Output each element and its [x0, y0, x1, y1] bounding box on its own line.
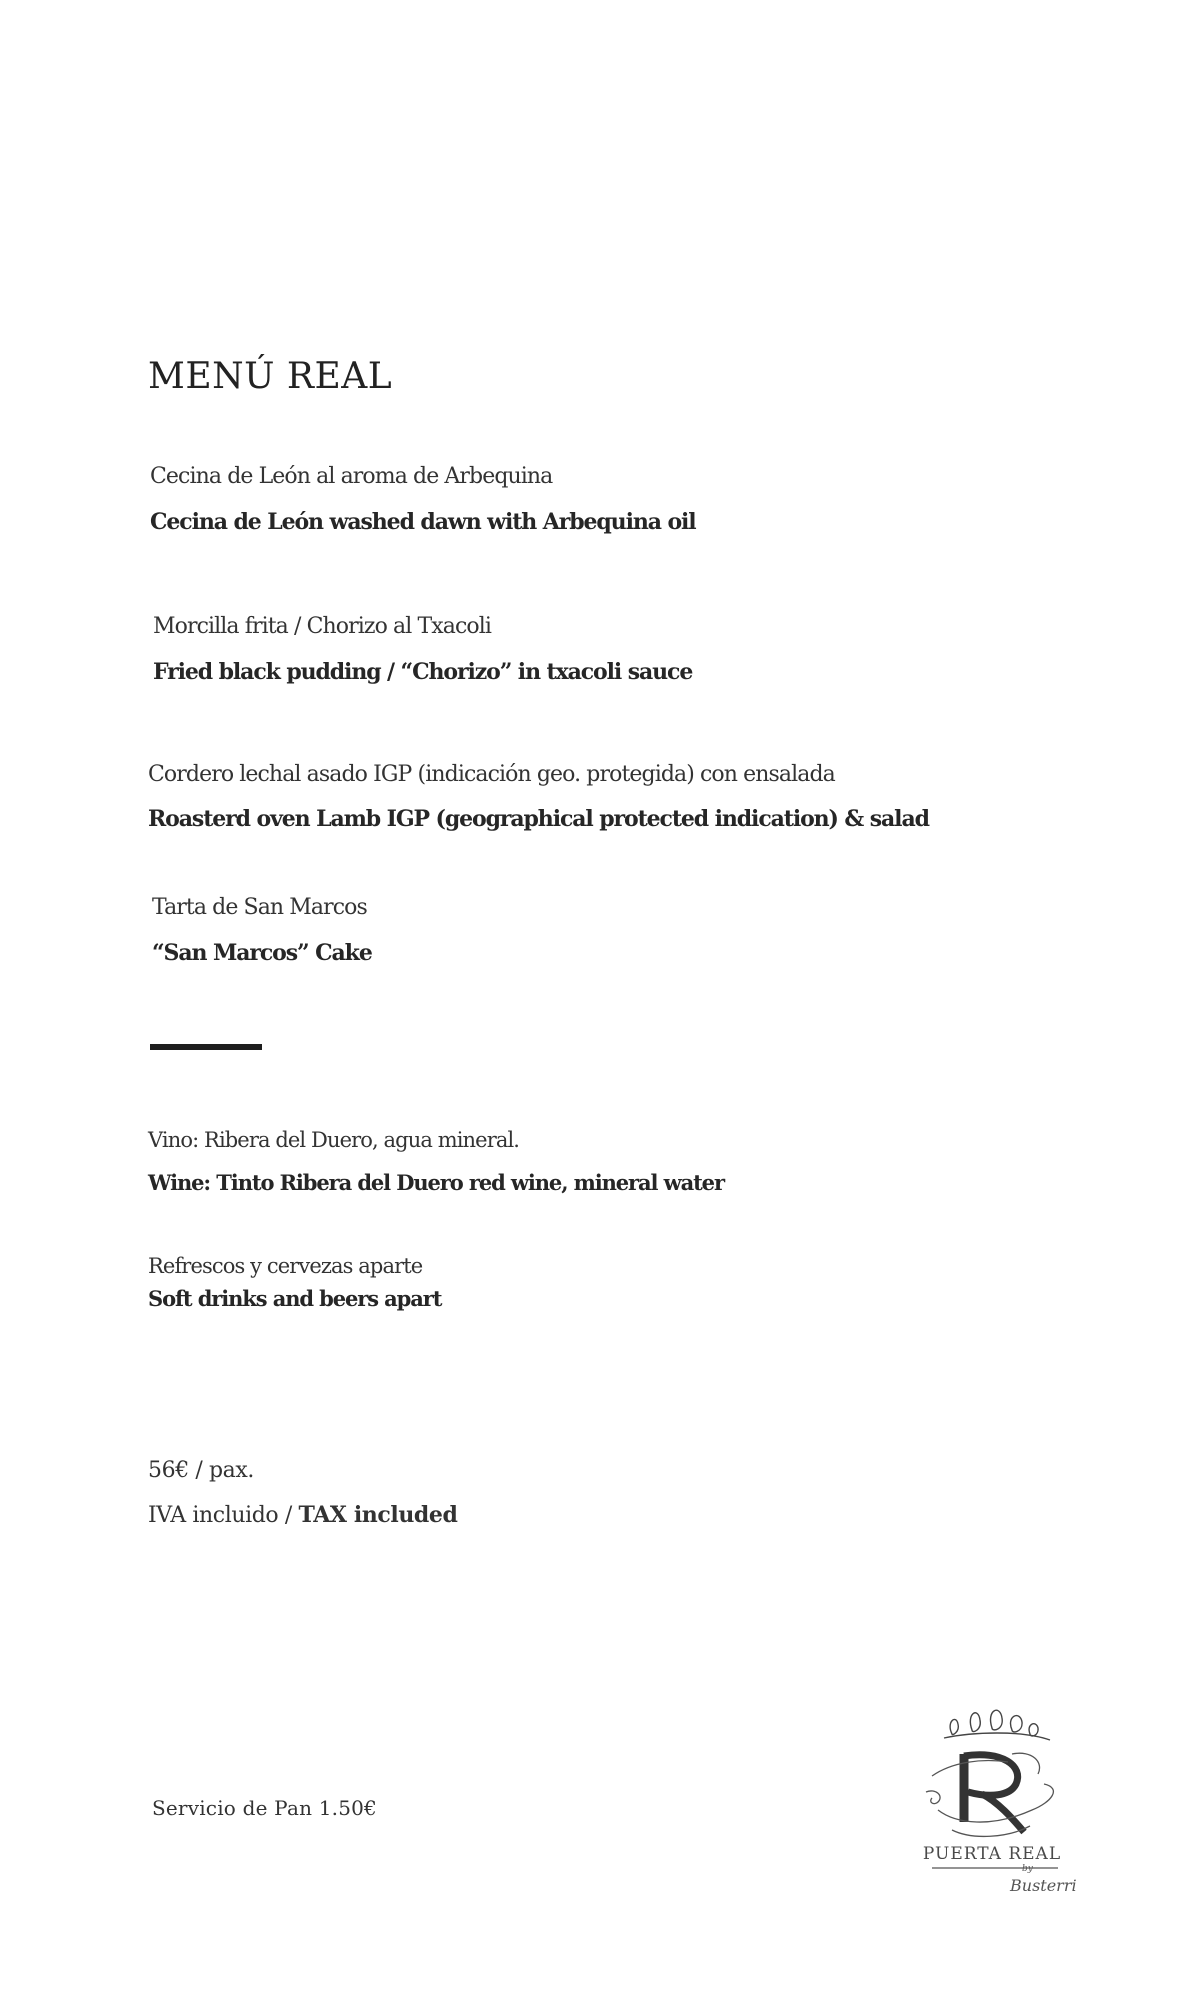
page-title: MENÚ REAL: [148, 356, 393, 397]
wine-english: Wine: Tinto Ribera del Duero red wine, mineral water: [148, 1170, 724, 1195]
dish-1-english: Cecina de León washed dawn with Arbequina oil: [150, 509, 696, 535]
dish-4-spanish: Tarta de San Marcos: [152, 895, 367, 920]
tax-note: [148, 1502, 458, 1528]
tax-note-spanish: IVA incluido /: [148, 1503, 299, 1528]
logo-brand-name: PUERTA REAL: [922, 1844, 1062, 1864]
dish-4-english: “San Marcos” Cake: [152, 940, 372, 966]
soft-drinks-english: Soft drinks and beers apart: [148, 1286, 442, 1311]
dish-1-spanish: Cecina de León al aroma de Arbequina: [150, 464, 553, 489]
logo-by-text: by: [1022, 1864, 1033, 1874]
price-per-person: 56€ / pax.: [148, 1458, 254, 1483]
soft-drinks-spanish: Refrescos y cervezas aparte: [148, 1254, 423, 1278]
tax-note-english: TAX included: [298, 1502, 458, 1528]
logo-signature: Busterri: [1010, 1876, 1077, 1895]
dish-2-spanish: Morcilla frita / Chorizo al Txacoli: [153, 614, 491, 639]
dish-3-spanish: Cordero lechal asado IGP (indicación geo. protegida) con ensalada: [148, 762, 835, 787]
wine-spanish: Vino: Ribera del Duero, agua mineral.: [148, 1128, 520, 1152]
dish-2-english: Fried black pudding / “Chorizo” in txacoli sauce: [153, 659, 693, 685]
bread-service-note: Servicio de Pan 1.50€: [152, 1796, 377, 1820]
section-divider: [150, 1044, 262, 1050]
dish-3-english: Roasterd oven Lamb IGP (geographical protected indication) & salad: [148, 806, 929, 832]
